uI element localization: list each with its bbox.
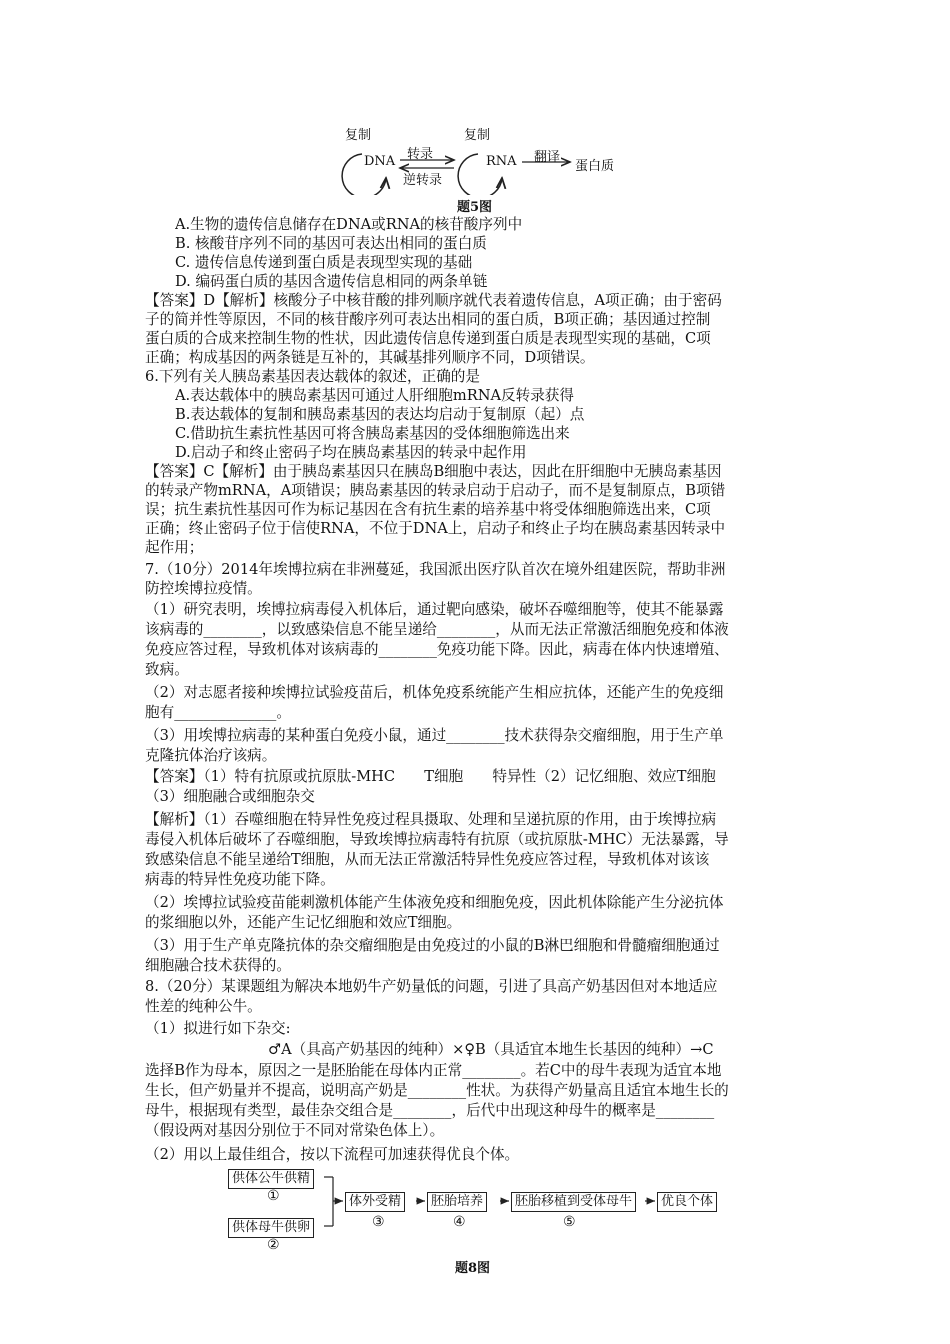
q7-answer: （3）细胞融合或细胞杂交 <box>145 788 315 805</box>
q8-cross: ♂A（具高产奶基因的纯种）×♀B（具适宜本地生长基因的纯种）→C <box>268 1041 714 1058</box>
fig5-reverse-label: 逆转录 <box>403 173 443 188</box>
q6-answer-line: 正确；终止密码子位于信使RNA，不位于DNA上，启动子和终止子均在胰岛素基因转录中 <box>145 520 726 537</box>
q8-part1: （假设两对基因分别位于不同对常染色体上）。 <box>145 1122 445 1139</box>
q8-part1: 母牛，根据现有类型，最佳杂交组合是________，后代中出现这种母牛的概率是________ <box>145 1102 715 1119</box>
fig8-box-sperm: 供体公牛供精 <box>228 1169 314 1189</box>
fig8-box-egg: 供体母牛供卵 <box>228 1218 314 1238</box>
q5-option-d: D. 编码蛋白质的基因含遗传信息相同的两条单链 <box>175 273 488 290</box>
fig5-translation-label: 翻译 <box>534 150 561 165</box>
q8-part1-title: （1）拟进行如下杂交: <box>145 1020 291 1037</box>
q8-part2: （2）用以上最佳组合，按以下流程可加速获得优良个体。 <box>145 1146 520 1163</box>
q8-part1: 选择B作为母本，原因之一是胚胎能在母体内正常________。若C中的母牛表现为适宜本地 <box>145 1062 722 1079</box>
fig8-box-embryo-culture: 胚胎培养 <box>427 1192 487 1212</box>
q7-answer: 【答案】（1）特有抗原或抗原肽-MHC T细胞 特异性（2）记忆细胞、效应T细胞 <box>145 768 716 785</box>
fig8-step-1: ① <box>267 1188 280 1204</box>
q6-option-a: A.表达载体中的胰岛素基因可通过人肝细胞mRNA反转录获得 <box>175 387 574 404</box>
q8-stem: 8.（20分）某课题组为解决本地奶牛产奶量低的问题，引进了具高产奶基因但对本地适应 <box>145 978 718 995</box>
q7-analysis: 的浆细胞以外，还能产生记忆细胞和效应T细胞。 <box>145 914 462 931</box>
q6-option-c: C.借助抗生素抗性基因可将含胰岛素基因的受体细胞筛选出来 <box>175 425 570 442</box>
fig5-protein-label: 蛋白质 <box>575 159 615 174</box>
fig8-step-4: ④ <box>453 1214 466 1230</box>
q7-analysis: 毒侵入机体后破坏了吞噬细胞，导致埃博拉病毒特有抗原（或抗原肽-MHC）无法暴露，导 <box>145 831 729 848</box>
fig8-box-ivf: 体外受精 <box>345 1192 405 1212</box>
fig5-dna-label: DNA <box>364 154 396 169</box>
q7-analysis: 【解析】（1）吞噬细胞在特异性免疫过程具摄取、处理和呈递抗原的作用，由于埃博拉病 <box>145 811 717 828</box>
q5-answer-line: 蛋白质的合成来控制生物的性状，因此遗传信息传递到蛋白质是表现型实现的基础，C项 <box>145 330 711 347</box>
q7-part2: 胞有______________。 <box>145 704 291 721</box>
q7-part1: 致病。 <box>145 661 189 678</box>
q5-answer-line: 【答案】D【解析】核酸分子中核苷酸的排列顺序就代表着遗传信息，A项正确；由于密码 <box>145 292 722 309</box>
q7-part1: 该病毒的________，以致感染信息不能呈递给________，从而无法正常激活细胞免疫和体液 <box>145 621 729 638</box>
q7-analysis: 病毒的特异性免疫功能下降。 <box>145 871 335 888</box>
fig8-step-3: ③ <box>372 1214 385 1230</box>
q5-option-a: A.生物的遗传信息储存在DNA或RNA的核苷酸序列中 <box>175 216 523 233</box>
fig8-box-result: 优良个体 <box>657 1192 717 1212</box>
q5-option-b: B. 核酸苷序列不同的基因可表达出相同的蛋白质 <box>175 235 487 252</box>
q5-answer-line: 子的简并性等原因，不同的核苷酸序列可表达出相同的蛋白质，B项正确；基因通过控制 <box>145 311 711 328</box>
fig8-step-5: ⑤ <box>563 1214 576 1230</box>
q7-part1: （1）研究表明，埃博拉病毒侵入机体后，通过靶向感染，破坏吞噬细胞等，使其不能暴露 <box>145 601 724 618</box>
fig8-box-transfer: 胚胎移植到受体母牛 <box>511 1192 636 1212</box>
fig5-transcription-label: 转录 <box>407 147 434 162</box>
q8-part1: 生长，但产奶量并不提高，说明高产奶是________性状。为获得产奶量高且适宜本地生长的 <box>145 1082 729 1099</box>
q7-part3: 克隆抗体治疗该病。 <box>145 747 277 764</box>
q5-answer-line: 正确；构成基因的两条链是互补的，其碱基排列顺序不同，D项错误。 <box>145 349 595 366</box>
q7-part3: （3）用埃博拉病毒的某种蛋白免疫小鼠，通过________技术获得杂交瘤细胞，用于生产单 <box>145 727 724 744</box>
q6-answer-line: 误；抗生素抗性基因可作为标记基因在含有抗生素的培养基中将受体细胞筛选出来，C项 <box>145 501 711 518</box>
q6-answer-line: 【答案】C【解析】由于胰岛素基因只在胰岛B细胞中表达，因此在肝细胞中无胰岛素基因 <box>145 463 722 480</box>
fig5-copy-label-2: 复制 <box>464 128 491 143</box>
fig5-rna-label: RNA <box>486 154 517 169</box>
q6-stem: 6.下列有关人胰岛素基因表达载体的叙述，正确的是 <box>145 368 480 385</box>
fig8-step-2: ② <box>267 1237 280 1253</box>
q7-stem: 7.（10分）2014年埃博拉病在非洲蔓延，我国派出医疗队首次在境外组建医院，帮助非洲 <box>145 561 726 578</box>
q7-analysis: （3）用于生产单克隆抗体的杂交瘤细胞是由免疫过的小鼠的B淋巴细胞和骨髓瘤细胞通过 <box>145 937 720 954</box>
q6-answer-line: 的转录产物mRNA，A项错误；胰岛素基因的转录启动于启动子，而不是复制原点，B项错 <box>145 482 726 499</box>
q6-answer-line: 起作用； <box>145 539 204 556</box>
q5-option-c: C. 遗传信息传递到蛋白质是表现型实现的基础 <box>175 254 473 271</box>
q7-stem: 防控埃博拉疫情。 <box>145 580 262 597</box>
q7-analysis: 致感染信息不能呈递给T细胞，从而无法正常激活特异性免疫应答过程，导致机体对该该 <box>145 851 710 868</box>
fig8-caption: 题8图 <box>455 1261 491 1276</box>
q8-stem: 性差的纯种公牛。 <box>145 998 262 1015</box>
q7-analysis: 细胞融合技术获得的。 <box>145 957 291 974</box>
fig5-caption: 题5图 <box>457 200 493 215</box>
q7-part1: 免疫应答过程，导致机体对该病毒的________免疫功能下降。因此，病毒在体内快速增殖、 <box>145 641 729 658</box>
q6-option-b: B.表达载体的复制和胰岛素基因的表达均启动于复制原（起）点 <box>175 406 585 423</box>
q7-analysis: （2）埃博拉试验疫苗能刺激机体能产生体液免疫和细胞免疫，因此机体除能产生分泌抗体 <box>145 894 724 911</box>
q6-option-d: D.启动子和终止密码子均在胰岛素基因的转录中起作用 <box>175 444 527 461</box>
q7-part2: （2）对志愿者接种埃博拉试验疫苗后，机体免疫系统能产生相应抗体，还能产生的免疫细 <box>145 684 724 701</box>
fig5-copy-label-1: 复制 <box>345 128 372 143</box>
